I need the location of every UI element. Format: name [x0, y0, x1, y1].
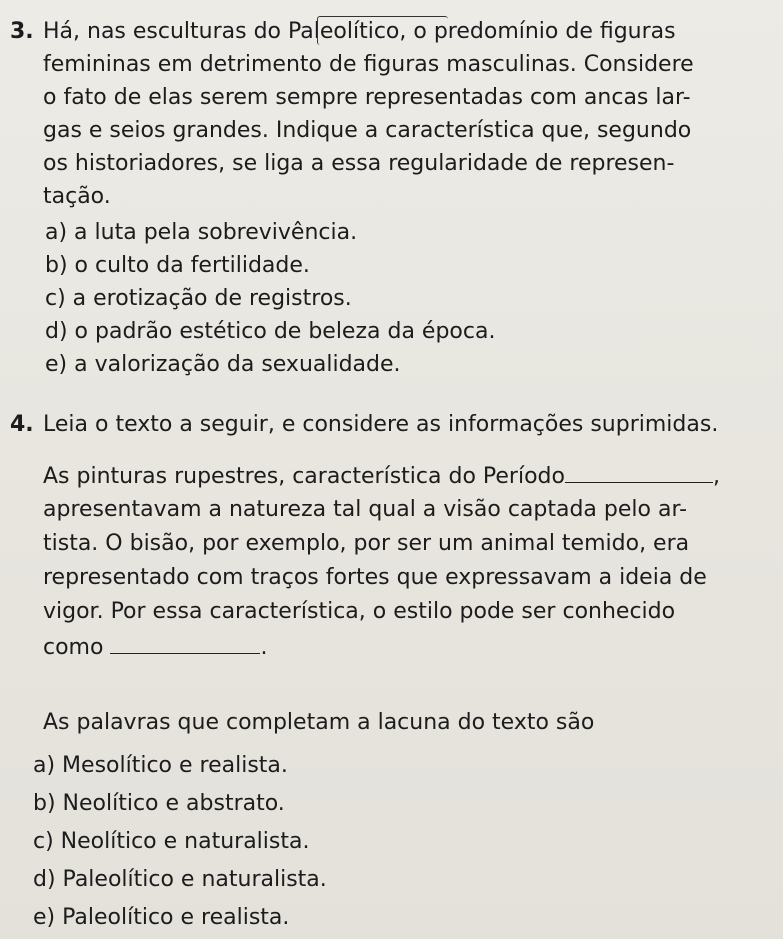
question-4-text-line-3: tista. O bisão, por exemplo, por ser um animal temido, era [43, 531, 690, 556]
question-4-text-line-6 [43, 633, 267, 663]
question-3-line-3: o fato de elas serem sempre representadas com ancas lar- [43, 85, 691, 110]
question-3-line-5: os historiadores, se liga a essa regularidade de represen- [43, 151, 675, 176]
question-4-prompt: As palavras que completam a lacuna do texto são [43, 710, 595, 735]
question-3-option-b[interactable]: b) o culto da fertilidade. [45, 253, 310, 278]
question-3-number: 3. [10, 19, 34, 44]
question-3-option-a[interactable]: a) a luta pela sobrevivência. [45, 220, 358, 245]
pen-mark [317, 16, 448, 45]
question-4-text-last-end: . [260, 635, 268, 660]
question-3-line-1: Há, nas esculturas do Paleolítico, o predomínio de figuras [43, 19, 676, 44]
question-4-option-d[interactable]: d) Paleolítico e naturalista. [33, 867, 327, 892]
question-4-intro: Leia o texto a seguir, e considere as informações suprimidas. [43, 412, 719, 437]
question-4-text-line-4: representado com traços fortes que expressavam a ideia de [43, 565, 707, 590]
question-3-line-4: gas e seios grandes. Indique a característica que, segundo [43, 118, 692, 143]
question-4-text-last-start: como [43, 635, 104, 660]
question-4-option-e[interactable]: e) Paleolítico e realista. [33, 905, 290, 930]
question-4-text-line-2: apresentavam a natureza tal qual a visão captada pelo ar- [43, 497, 688, 522]
question-3-line-6: tação. [43, 184, 111, 209]
answer-blank-1 [565, 462, 713, 483]
question-4-text-line-5: vigor. Por essa característica, o estilo pode ser conhecido [43, 599, 676, 624]
question-4-text-line-1-end: , [712, 464, 720, 489]
question-3-option-e[interactable]: e) a valorização da sexualidade. [45, 352, 401, 377]
question-3-line-2: femininas em detrimento de figuras masculinas. Considere [43, 52, 694, 77]
question-4-text-line-1-start: As pinturas rupestres, característica do Período [43, 464, 565, 489]
question-4-option-c[interactable]: c) Neolítico e naturalista. [33, 829, 310, 854]
question-4-number: 4. [10, 412, 34, 437]
question-4-text-line-1 [43, 462, 720, 492]
question-4-option-a[interactable]: a) Mesolítico e realista. [33, 753, 288, 778]
question-3-option-d[interactable]: d) o padrão estético de beleza da época. [45, 319, 496, 344]
question-4-option-b[interactable]: b) Neolítico e abstrato. [33, 791, 285, 816]
question-3-option-c[interactable]: c) a erotização de registros. [45, 286, 352, 311]
answer-blank-2 [110, 633, 260, 654]
